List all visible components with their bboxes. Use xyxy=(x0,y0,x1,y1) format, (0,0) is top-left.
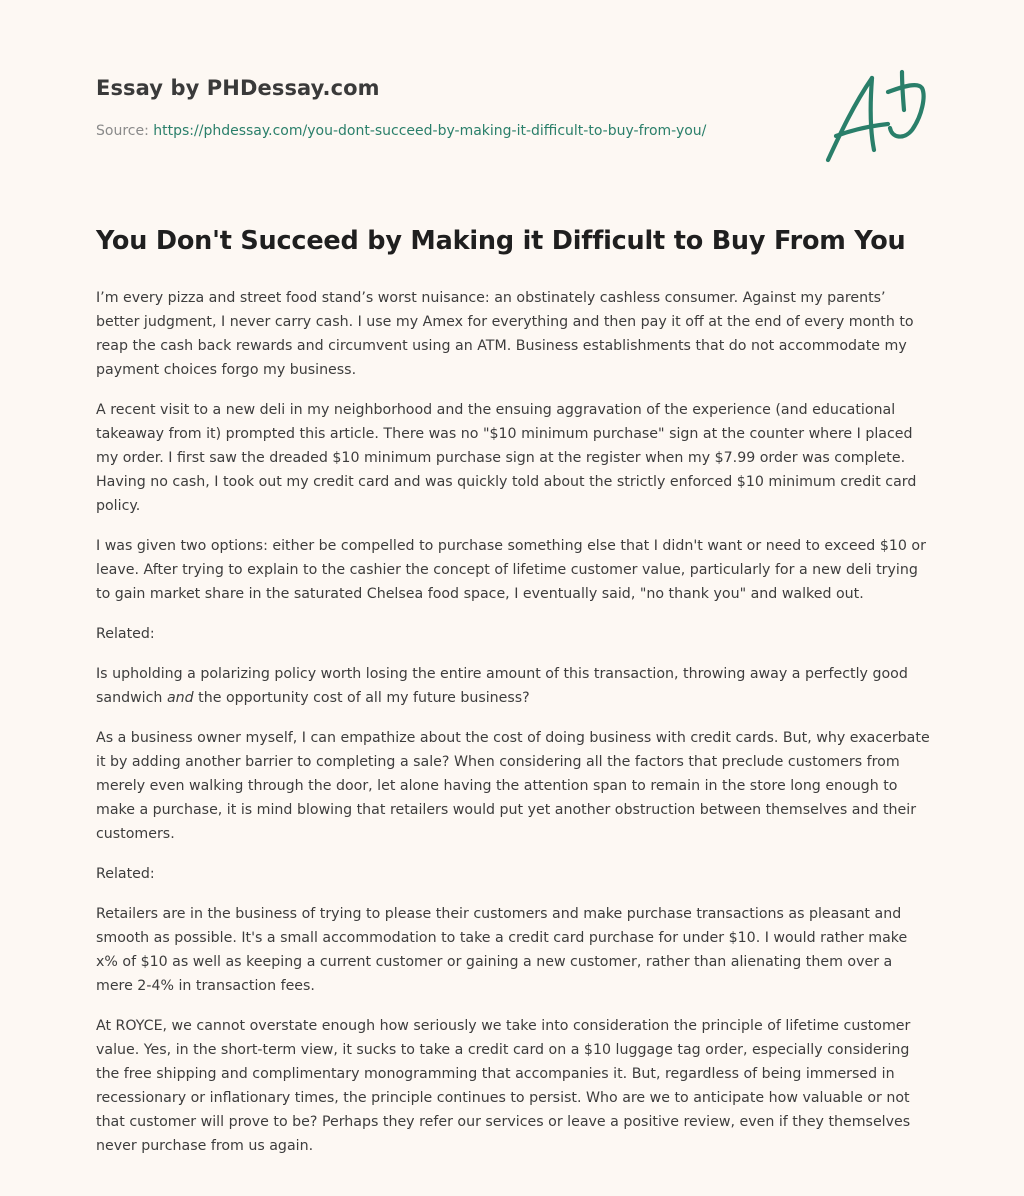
source-link[interactable]: https://phdessay.com/you-dont-succeed-by-making-it-difficult-to-buy-from-you/ xyxy=(153,123,707,139)
site-brand: Essay by PHDessay.com xyxy=(96,76,380,100)
source-line xyxy=(96,123,796,139)
a-plus-grade-icon xyxy=(818,64,930,168)
paragraph-7: At ROYCE, we cannot overstate enough how seriously we take into consideration the principle of lifetime customer value. Yes, in the short-term view, it sucks to take a credit card on a $10 luggage tag order, especially considering the free shipping and complimentary monogramming that accompanies it. But, regardless of being immersed in recessionary or inflationary times, the principle continues to persist. Who are we to anticipate how valuable or not that customer will prove to be? Perhaps they refer our services or leave a positive review, even if they themselves never purchase from us again. xyxy=(96,1018,911,1154)
paragraph-4-text-a: Is upholding a polarizing policy worth losing the entire amount of this transaction, throwing away a perfectly good sandwich xyxy=(96,666,908,706)
paragraph-2: A recent visit to a new deli in my neighborhood and the ensuing aggravation of the experience (and educational takeaway from it) prompted this article. There was no "$10 minimum purchase" sign at the counter where I placed my order. I first saw the dreaded $10 minimum purchase sign at the register when my $7.99 order was complete. Having no cash, I took out my credit card and was quickly told about the strictly enforced $10 minimum credit card policy. xyxy=(96,402,917,514)
paragraph-4 xyxy=(96,662,932,710)
related-label-1: Related: xyxy=(96,626,155,642)
paragraph-1: I’m every pizza and street food stand’s worst nuisance: an obstinately cashless consumer. Against my parents’ better judgment, I never carry cash. I use my Amex for everything and then pay it off at the end of every month to reap the cash back rewards and circumvent using an ATM. Business establishments that do not accommodate my payment choices forgo my business. xyxy=(96,290,914,378)
paragraph-4-emphasis: and xyxy=(166,690,194,706)
related-label-2: Related: xyxy=(96,866,155,882)
paragraph-5: As a business owner myself, I can empathize about the cost of doing business with credit cards. But, why exacerbate it by adding another barrier to completing a sale? When considering all the factors that preclude customers from merely even walking through the door, let alone having the attention span to remain in the store long enough to make a purchase, it is mind blowing that retailers would put yet another obstruction between themselves and their customers. xyxy=(96,730,930,842)
paragraph-4-text-b: the opportunity cost of all my future business? xyxy=(193,690,530,706)
source-label: Source: xyxy=(96,123,154,139)
essay-body xyxy=(96,286,932,1174)
essay-title: You Don't Succeed by Making it Difficult to Buy From You xyxy=(96,226,906,256)
paragraph-6: Retailers are in the business of trying to please their customers and make purchase transactions as pleasant and smooth as possible. It's a small accommodation to take a credit card purchase for under $10. I would rather make x% of $10 as well as keeping a current customer or gaining a new customer, rather than alienating them over a mere 2-4% in transaction fees. xyxy=(96,906,908,994)
site-header xyxy=(96,76,796,139)
paragraph-3: I was given two options: either be compelled to purchase something else that I didn't want or need to exceed $10 or leave. After trying to explain to the cashier the concept of lifetime customer value, particularly for a new deli trying to gain market share in the saturated Chelsea food space, I eventually said, "no thank you" and walked out. xyxy=(96,538,926,602)
